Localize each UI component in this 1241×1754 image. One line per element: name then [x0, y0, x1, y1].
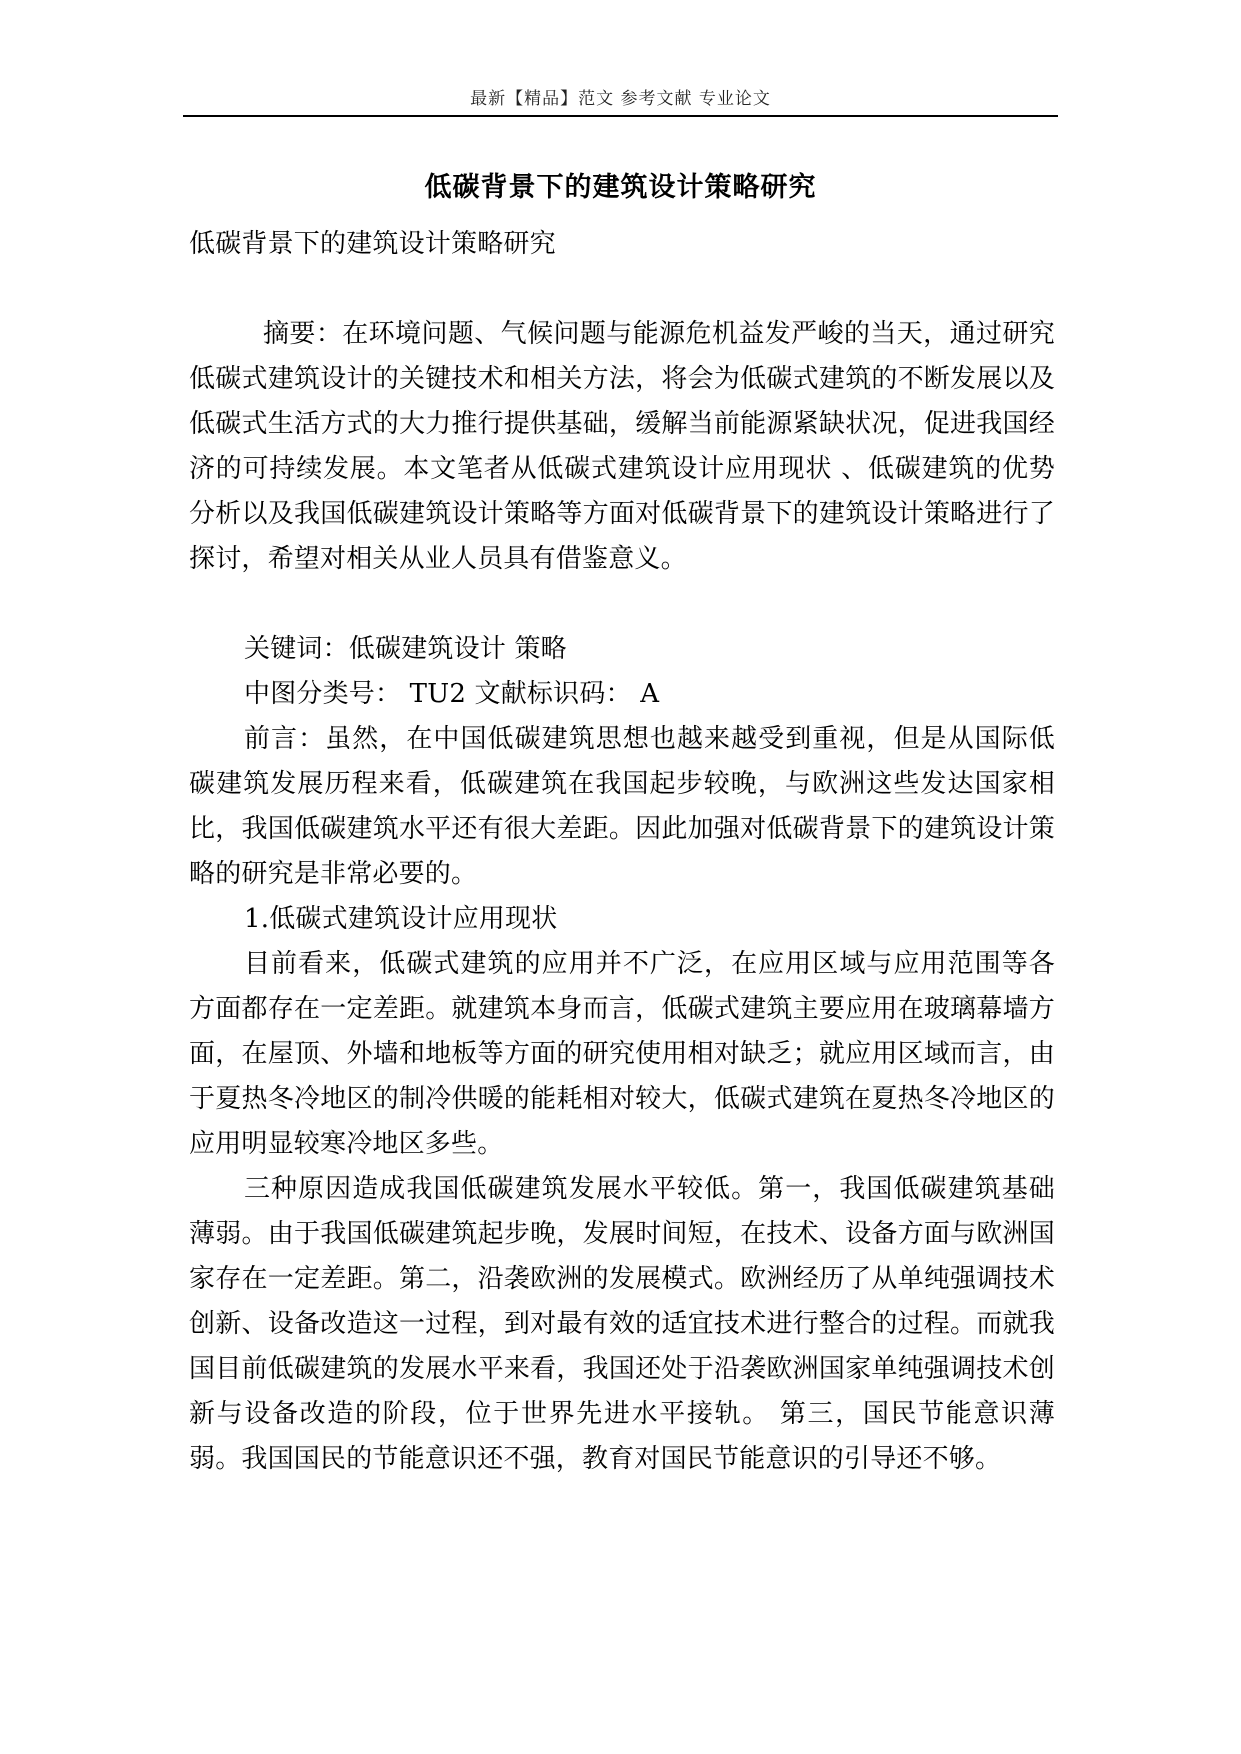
classification-line: 中图分类号： TU2 文献标识码： A [244, 679, 660, 709]
keywords-line: 关键词：低碳建筑设计 策略 [244, 634, 567, 664]
abstract-paragraph: 摘要：在环境问题、气候问题与能源危机益发严峻的当天，通过研究低碳式建筑设计的关键技术和相关方法，将会为低碳式建筑的不断发展以及低碳式生活方式的大力推行提供基础，缓解当前能源紧缺状况，促进我国经济的可持续发展。本文笔者从低碳式建筑设计应用现状 、低碳建筑的优势分析以及我国低碳建筑设计策略等方面对低碳背景下的建筑设计策略进行了探讨，希望对相关从业人员具有借鉴意义。 [189, 319, 1055, 574]
header-divider [183, 115, 1058, 117]
section-heading: 1.低碳式建筑设计应用现状 [244, 904, 558, 934]
document-body [189, 222, 1055, 1482]
body-paragraph: 目前看来，低碳式建筑的应用并不广泛，在应用区域与应用范围等各方面都存在一定差距。就建筑本身而言，低碳式建筑主要应用在玻璃幕墙方面，在屋顶、外墙和地板等方面的研究使用相对缺乏；就应用区域而言，由于夏热冬冷地区的制冷供暖的能耗相对较大，低碳式建筑在夏热冬冷地区的应用明显较寒冷地区多些。 [189, 949, 1055, 1159]
document-title: 低碳背景下的建筑设计策略研究 [424, 172, 817, 203]
document-subtitle: 低碳背景下的建筑设计策略研究 [189, 229, 556, 259]
preface-paragraph: 前言：虽然，在中国低碳建筑思想也越来越受到重视，但是从国际低碳建筑发展历程来看，低碳建筑在我国起步较晚，与欧洲这些发达国家相比，我国低碳建筑水平还有很大差距。因此加强对低碳背景下的建筑设计策略的研究是非常必要的。 [189, 724, 1055, 889]
body-paragraph: 三种原因造成我国低碳建筑发展水平较低。第一，我国低碳建筑基础薄弱。由于我国低碳建筑起步晚，发展时间短，在技术、设备方面与欧洲国家存在一定差距。第二，沿袭欧洲的发展模式。欧洲经历了从单纯强调技术创新、设备改造这一过程，到对最有效的适宜技术进行整合的过程。而就我国目前低碳建筑的发展水平来看，我国还处于沿袭欧洲国家单纯强调技术创新与设备改造的阶段，位于世界先进水平接轨。 第三，国民节能意识薄弱。我国国民的节能意识还不强，教育对国民节能意识的引导还不够。 [189, 1174, 1055, 1474]
page-header: 最新【精品】范文 参考文献 专业论文 [470, 89, 771, 109]
